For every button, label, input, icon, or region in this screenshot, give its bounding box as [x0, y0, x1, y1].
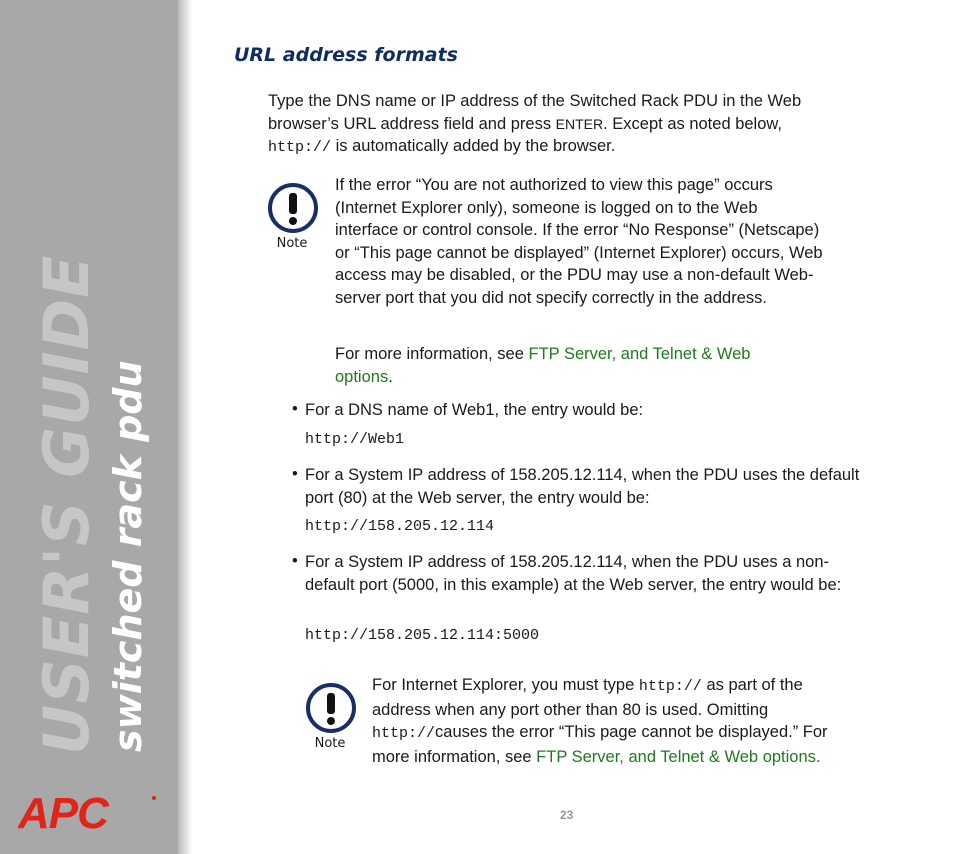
- bullet-marker-3: •: [292, 552, 298, 570]
- sidebar-shadow: [178, 0, 192, 854]
- bullet-1-code: http://Web1: [305, 431, 405, 448]
- section-heading: URL address formats: [234, 44, 458, 66]
- note2-text-2: as part of the address when any port other than 80 is used. Omitting: [372, 676, 803, 719]
- intro-text-2: . Except as noted below,: [603, 114, 782, 133]
- page-number: 23: [560, 808, 574, 822]
- apc-logo: [18, 792, 158, 837]
- bullet-marker-1: •: [292, 400, 298, 418]
- intro-code: http://: [268, 139, 332, 156]
- bullet-3-code: http://158.205.12.114:5000: [305, 627, 540, 644]
- bullet-marker-2: •: [292, 465, 298, 483]
- note2-code-2: http://: [372, 725, 436, 742]
- note1-more-prefix: For more information, see: [335, 345, 529, 363]
- note-exclamation-icon: [267, 182, 319, 238]
- note-icon-2: [305, 682, 361, 758]
- note-exclamation-icon: [305, 682, 357, 738]
- note1-text: If the error “You are not authorized to view this page” occurs (Internet Explorer only), someone is logged on to the Web interface or control console. If the error “No Response” (Netscape) or “This page cannot be displayed” (Internet Explorer) occurs, Web access may be disabled, or the PDU may use a non-default Web-server port that you did not specify correctly in the address.: [335, 176, 823, 307]
- note1-more-suffix: .: [388, 367, 393, 386]
- guide-subtitle: switched rack pdu: [106, 360, 150, 752]
- note1-link[interactable]: FTP Server, and Telnet & Web options: [335, 345, 751, 386]
- note-label-2: Note: [314, 736, 346, 751]
- note-label-1: Note: [276, 236, 308, 251]
- bullet-1-text: For a DNS name of Web1, the entry would be:: [305, 401, 644, 419]
- note2-code-1: http://: [638, 678, 702, 695]
- note2-text: [372, 674, 862, 768]
- note2-link[interactable]: FTP Server, and Telnet & Web options.: [536, 747, 821, 766]
- note1-more: [335, 343, 805, 388]
- enter-key: ENTER: [555, 115, 604, 132]
- intro-text-1: Type the DNS name or IP address of the Switched Rack PDU in the Web browser’s URL address field and press: [268, 92, 802, 133]
- intro-paragraph: [268, 90, 868, 160]
- note-icon-1: [267, 182, 323, 258]
- intro-text-3: is automatically added by the browser.: [331, 137, 616, 155]
- bullet-3-text: For a System IP address of 158.205.12.114, when the PDU uses a non-default port (5000, in this example) at the Web server, the entry would be:: [305, 553, 842, 594]
- apc-logo-text: APC: [18, 792, 108, 832]
- note2-text-1: For Internet Explorer, you must type: [372, 676, 639, 694]
- guide-title: USER'S GUIDE: [30, 254, 103, 755]
- bullet-2-code: http://158.205.12.114: [305, 518, 495, 535]
- note2-text-3: causes the error “This page cannot be displayed.” For more information, see: [372, 723, 828, 766]
- bullet-2-text: For a System IP address of 158.205.12.114, when the PDU uses the default port (80) at the Web server, the entry would be:: [305, 466, 860, 507]
